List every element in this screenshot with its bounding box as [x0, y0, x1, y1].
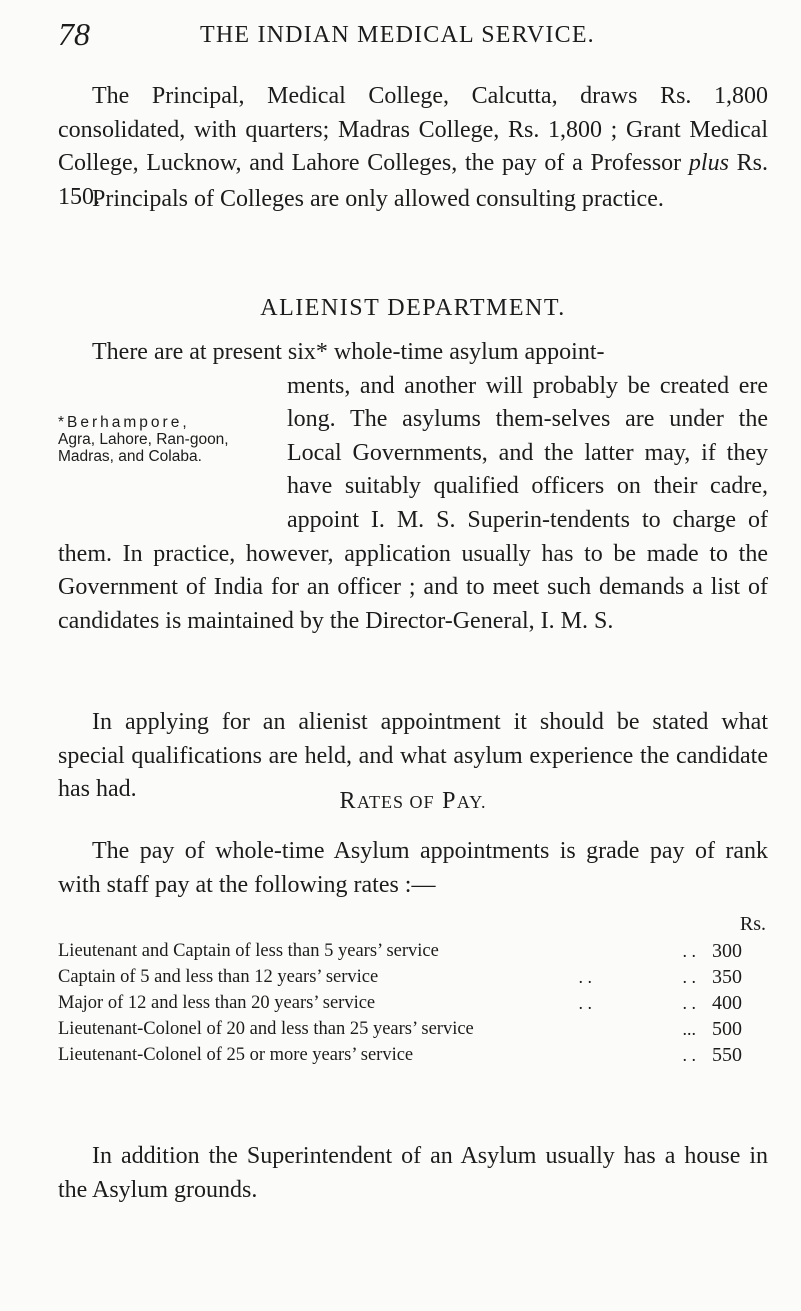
leader-dots: . .	[682, 993, 696, 1013]
rate-row	[58, 990, 768, 1016]
rate-row	[58, 1042, 768, 1068]
running-head	[58, 14, 758, 54]
rate-value: 400	[712, 992, 742, 1014]
rate-label: Lieutenant-Colonel of 20 and less than 25 years’ service	[58, 1019, 474, 1039]
heading-small-ates-of: ATES OF	[357, 792, 435, 812]
section-heading-alienist: ALIENIST DEPARTMENT.	[260, 295, 566, 321]
paragraph-asylum-rest: ments, and another will probably be created ere long. The asylums them-selves are under the Local Governments, and the latter may, if they have suitably qualified officers on their cadre, appoint I. M. S. Superin-tendents to charge of them. In practice, however, application usually has to be made to the Government of India for an officer ; and to meet such demands a list of candidates is maintained by the Director-General, I. M. S.	[58, 372, 768, 634]
leader-dots: . .	[682, 941, 696, 961]
rate-label: Major of 12 and less than 20 years’ service	[58, 993, 376, 1013]
leader-dots: ...	[682, 1019, 696, 1039]
leader-dots: . .	[682, 967, 696, 987]
rate-label: Lieutenant and Captain of less than 5 years’ service	[58, 941, 439, 961]
rate-label: Captain of 5 and less than 12 years’ service	[58, 967, 379, 987]
rate-value: 350	[712, 966, 742, 988]
rate-value: 550	[712, 1044, 742, 1066]
side-note-rest: Agra, Lahore, Ran-goon, Madras, and Colaba.	[58, 430, 229, 465]
leader-dots: . .	[578, 967, 592, 987]
rate-row	[58, 1016, 768, 1042]
paragraph-pay-intro-text: The pay of whole-time Asylum appointments is grade pay of rank with staff pay at the following rates :—	[58, 838, 768, 898]
paragraph-principal-pay-end: Rs. 150.	[58, 150, 768, 210]
paragraph-superintendent-house-text: In addition the Superintendent of an Asylum usually has a house in the Asylum grounds.	[58, 1143, 768, 1203]
rates-table	[58, 911, 768, 1068]
page-number: 78	[58, 16, 90, 52]
side-note	[58, 404, 283, 506]
italic-plus: plus	[688, 150, 729, 177]
side-note-first-word: *Berhampore,	[58, 413, 190, 431]
paragraph-superintendent-house	[58, 1140, 768, 1207]
section-heading-rates-of-pay	[58, 788, 768, 815]
rate-label: Lieutenant-Colonel of 25 or more years’ service	[58, 1045, 414, 1065]
paragraph-principal-pay-text: The Principal, Medical College, Calcutta, draws Rs. 1,800 consolidated, with quarters; Madras College, Rs. 1,800 ; Grant Medical College, Lucknow, and Lahore Colleges, the pay of a Professor	[58, 83, 768, 177]
heading-cap-r: R	[339, 788, 358, 814]
heading-small-ay: AY.	[456, 792, 487, 812]
paragraph-consulting-practice	[58, 183, 768, 217]
paragraph-asylum-appointments	[58, 336, 768, 638]
rate-row	[58, 938, 768, 964]
running-title: THE INDIAN MEDICAL SERVICE.	[200, 22, 595, 48]
paragraph-pay-intro	[58, 835, 768, 902]
rate-row	[58, 964, 768, 990]
paragraph-applying-text: In applying for an alienist appointment it should be stated what special qualifications are held, and what asylum experience the candidate has had.	[58, 709, 768, 803]
side-note-text	[58, 404, 283, 465]
leader-dots: . .	[682, 1045, 696, 1065]
paragraph-asylum-first-line: There are at present six* whole-time asylum appoint-	[92, 339, 605, 365]
rate-value: 300	[712, 940, 742, 962]
leader-dots: . .	[578, 993, 592, 1013]
rate-value: 500	[712, 1018, 742, 1040]
paragraph-consulting-practice-text: Principals of Colleges are only allowed consulting practice.	[92, 186, 664, 212]
heading-cap-p: P	[442, 788, 457, 814]
rates-currency-header: Rs.	[739, 913, 766, 935]
